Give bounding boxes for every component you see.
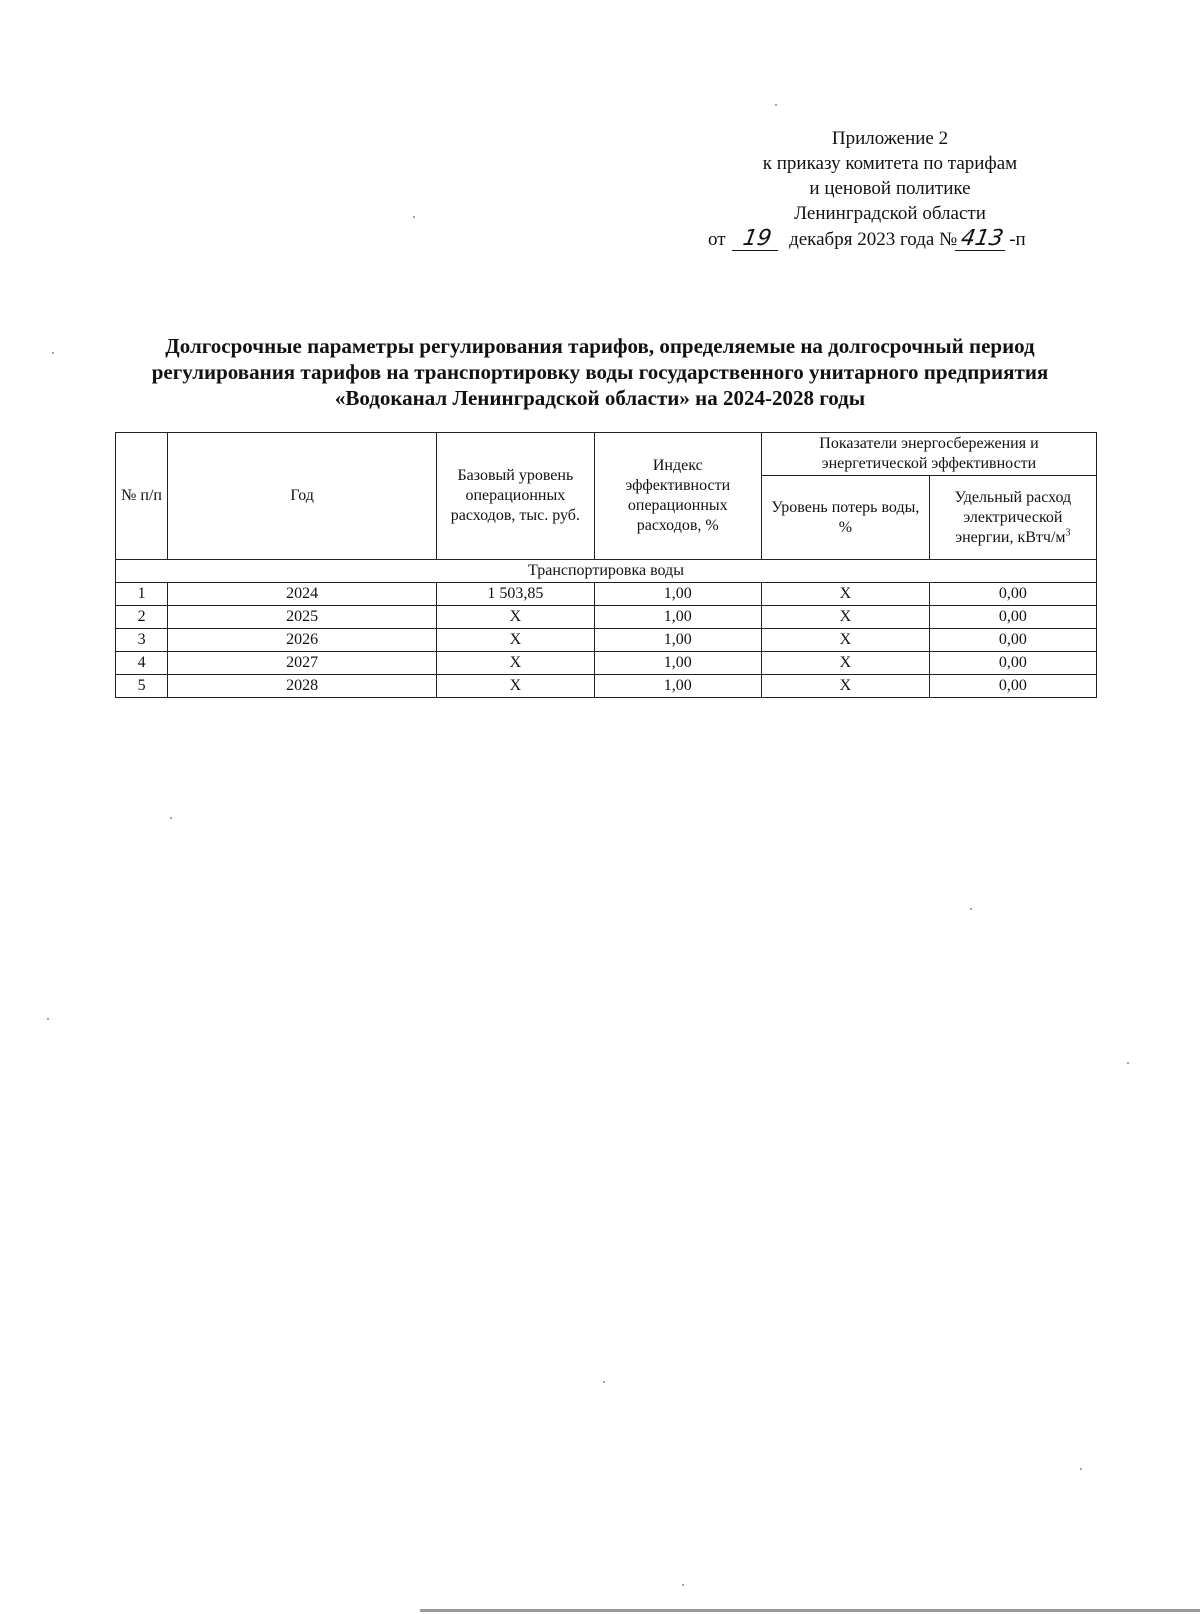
header-energy-group: Показатели энергосбережения и энергетической эффективности — [761, 433, 1096, 476]
row-base-cell: Х — [437, 652, 594, 675]
order-date-number — [708, 227, 1088, 252]
order-number-handwritten: 413 — [955, 228, 1009, 251]
row-year-cell: 2025 — [168, 606, 437, 629]
row-num-cell: 4 — [116, 652, 168, 675]
row-energy-cell: 0,00 — [929, 583, 1096, 606]
appendix-committee: и ценовой политике — [809, 178, 971, 199]
header-water-loss: Уровень потерь воды, % — [761, 476, 929, 560]
appendix-title: Приложение 2 — [831, 128, 949, 149]
row-year-cell: 2028 — [168, 675, 437, 698]
row-index-cell: 1,00 — [594, 629, 761, 652]
row-base-cell: Х — [437, 629, 594, 652]
scan-speck — [47, 1018, 49, 1020]
row-base-cell: Х — [437, 606, 594, 629]
table-row — [116, 629, 1097, 652]
appendix-region: Ленинградской области — [794, 203, 986, 224]
order-prefix: от — [708, 229, 726, 250]
order-middle: декабря 2023 года № — [789, 229, 958, 250]
table-row — [116, 652, 1097, 675]
row-year-cell: 2024 — [168, 583, 437, 606]
scan-speck — [170, 817, 172, 819]
header-base-level: Базовый уровень операционных расходов, тыс. руб. — [437, 433, 594, 560]
title-line-1: Долгосрочные параметры регулирования тарифов, определяемые на долгосрочный период — [165, 334, 1035, 358]
appendix-order-ref: к приказу комитета по тарифам — [762, 153, 1018, 174]
row-loss-cell: Х — [761, 629, 929, 652]
header-energy-superscript: 3 — [1065, 527, 1071, 539]
table-row — [116, 675, 1097, 698]
scan-speck — [413, 216, 415, 218]
scan-speck — [775, 104, 777, 106]
order-suffix: -п — [1009, 229, 1026, 250]
order-day-handwritten: 19 — [732, 228, 782, 251]
row-index-cell: 1,00 — [594, 652, 761, 675]
row-loss-cell: Х — [761, 583, 929, 606]
row-num-cell: 1 — [116, 583, 168, 606]
row-num-cell: 3 — [116, 629, 168, 652]
row-energy-cell: 0,00 — [929, 629, 1096, 652]
row-year-cell: 2026 — [168, 629, 437, 652]
scan-speck — [52, 352, 54, 354]
header-year: Год — [168, 433, 437, 560]
row-num-cell: 2 — [116, 606, 168, 629]
header-energy-text: Удельный расход электрической энергии, кВтч/м — [954, 488, 1072, 546]
appendix-header — [690, 126, 1090, 226]
scan-speck — [1127, 1062, 1129, 1064]
row-num-cell: 5 — [116, 675, 168, 698]
row-index-cell: 1,00 — [594, 606, 761, 629]
section-water-transport: Транспортировка воды — [116, 560, 1097, 583]
parameters-table — [115, 432, 1097, 698]
table-row — [116, 606, 1097, 629]
title-line-3: «Водоканал Ленинградской области» на 2024-2028 годы — [334, 386, 866, 410]
header-energy-consumption — [929, 476, 1096, 560]
header-num: № п/п — [116, 433, 168, 560]
row-energy-cell: 0,00 — [929, 652, 1096, 675]
document-title — [80, 333, 1120, 411]
row-base-cell: Х — [437, 675, 594, 698]
row-energy-cell: 0,00 — [929, 675, 1096, 698]
row-index-cell: 1,00 — [594, 583, 761, 606]
row-base-cell: 1 503,85 — [437, 583, 594, 606]
scan-speck — [603, 1381, 605, 1383]
row-loss-cell: Х — [761, 606, 929, 629]
row-index-cell: 1,00 — [594, 675, 761, 698]
title-line-2: регулирования тарифов на транспортировку воды государственного унитарного предприятия — [151, 360, 1049, 384]
scan-speck — [682, 1584, 684, 1586]
row-loss-cell: Х — [761, 652, 929, 675]
row-loss-cell: Х — [761, 675, 929, 698]
scan-speck — [1080, 1468, 1082, 1470]
row-year-cell: 2027 — [168, 652, 437, 675]
header-efficiency-index: Индекс эффективности операционных расходов, % — [594, 433, 761, 560]
table-row — [116, 583, 1097, 606]
scan-edge-line — [420, 1609, 1200, 1612]
row-energy-cell: 0,00 — [929, 606, 1096, 629]
scan-speck — [970, 908, 972, 910]
